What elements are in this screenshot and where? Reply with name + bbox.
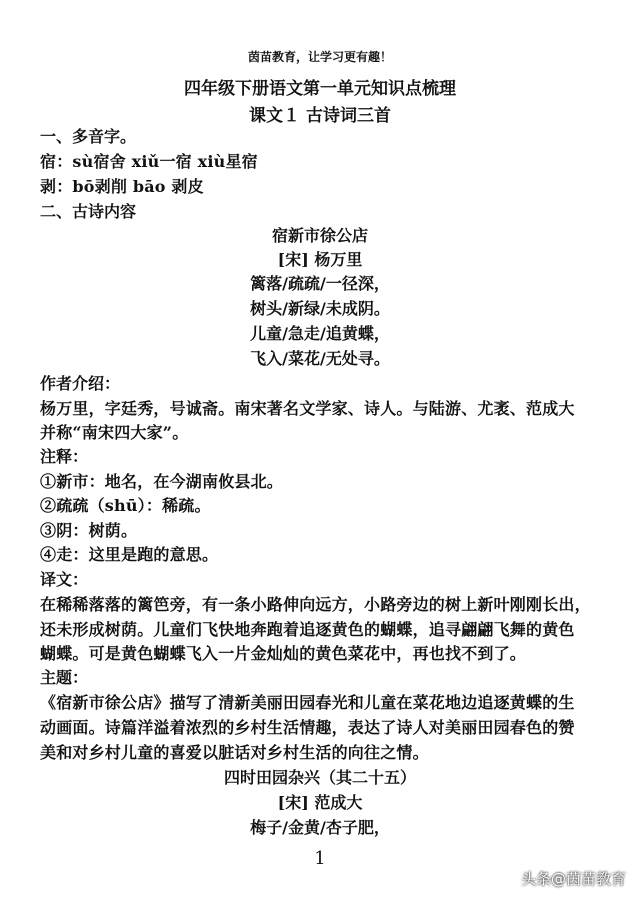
page-number: 1 bbox=[314, 848, 326, 869]
document-title: 四年级下册语文第一单元知识点梳理 bbox=[184, 79, 456, 99]
poem-line: 梅子/金黄/杏子肥， bbox=[250, 818, 390, 837]
poem-title: 宿新市徐公店 bbox=[271, 226, 368, 245]
notes-heading: 注释： bbox=[40, 447, 89, 466]
poem-line: 飞入/菜花/无处寻。 bbox=[250, 349, 390, 368]
translation-line: 在稀稀落落的篱笆旁，有一条小路伸向远方，小路旁边的树上新叶刚刚长出， bbox=[40, 595, 591, 614]
polyphonic-item: 宿：sù宿舍 xiǔ一宿 xiù星宿 bbox=[40, 152, 258, 171]
author-intro-heading: 作者介绍： bbox=[40, 374, 121, 393]
theme-line: 《宿新市徐公店》描写了清新美丽田园春光和儿童在菜花地边追逐黄蝶的生 bbox=[40, 693, 575, 712]
theme-heading: 主题： bbox=[40, 668, 89, 687]
poem-line: 树头/新绿/未成阴。 bbox=[250, 299, 390, 318]
author-intro-line: 并称“南宋四大家”。 bbox=[40, 423, 189, 442]
note-item: ②疏疏（shū）：稀疏。 bbox=[40, 496, 211, 515]
note-item: ③阴：树荫。 bbox=[40, 521, 138, 540]
poem-title: 四时田园杂兴（其二十五） bbox=[223, 768, 416, 787]
translation-heading: 译文： bbox=[40, 570, 89, 589]
section-heading-polyphonic: 一、多音字。 bbox=[40, 127, 137, 146]
theme-line: 美和对乡村儿童的喜爱以脏话对乡村生活的向往之情。 bbox=[40, 743, 429, 762]
translation-line: 蝴蝶。可是黄色蝴蝶飞入一片金灿灿的黄色菜花中，再也找不到了。 bbox=[40, 644, 527, 663]
poem-author: [宋] 杨万里 bbox=[277, 250, 363, 269]
poem-line: 篱落/疏疏/一径深， bbox=[250, 274, 390, 293]
author-intro-line: 杨万里，字廷秀，号诚斋。南宋著名文学家、诗人。与陆游、尤袤、范成大 bbox=[40, 399, 575, 418]
theme-line: 动画面。诗篇洋溢着浓烈的乡村生活情趣，表达了诗人对美丽田园春色的赞 bbox=[40, 718, 575, 737]
section-heading-poems: 二、古诗内容 bbox=[40, 202, 137, 221]
note-item: ④走：这里是跑的意思。 bbox=[40, 545, 219, 564]
watermark: 头条@茵苗教育 bbox=[520, 870, 626, 888]
lesson-title: 课文１ 古诗词三首 bbox=[249, 106, 391, 126]
translation-line: 还未形成树荫。儿童们飞快地奔跑着追逐黄色的蝴蝶，追寻翩翩飞舞的黄色 bbox=[40, 620, 575, 639]
poem-line: 儿童/急走/追黄蝶， bbox=[250, 324, 390, 343]
poem-author: [宋] 范成大 bbox=[277, 793, 363, 812]
note-item: ①新市：地名，在今湖南攸县北。 bbox=[40, 472, 284, 491]
polyphonic-item: 剥：bō剥削 bāo 剥皮 bbox=[40, 177, 204, 196]
header-slogan: 茵苗教育，让学习更有趣！ bbox=[247, 50, 392, 64]
